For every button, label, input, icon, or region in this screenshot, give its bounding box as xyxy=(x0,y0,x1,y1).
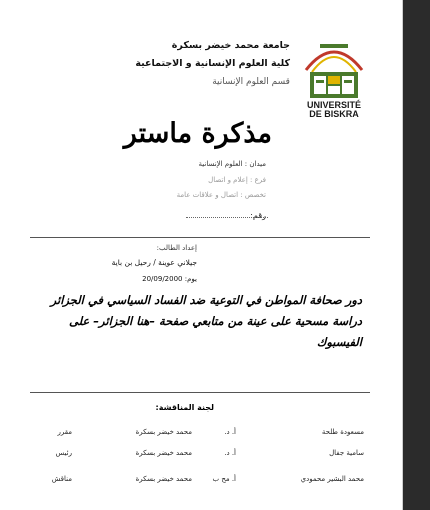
jury-member-rank: أ. مح ب xyxy=(212,475,236,483)
prepared-by-label: إعداد الطالب: xyxy=(156,244,197,252)
jury-member-university: محمد خيضر بسكرة xyxy=(135,449,192,457)
jury-heading: لجنة المناقشة: xyxy=(155,403,214,412)
document-title: مذكرة ماستر xyxy=(123,118,272,149)
date-line xyxy=(142,275,197,283)
jury-member-rank: أ. د. xyxy=(224,449,236,457)
faculty-name: كلية العلوم الإنسانية و الاجتماعية xyxy=(135,58,290,69)
university-name: جامعة محمد خيضر بسكرة xyxy=(171,40,290,51)
reference-number-label: رقم: xyxy=(250,211,266,220)
field-domain: ميدان : العلوم الإنسانية xyxy=(198,160,266,168)
student-names: جيلاني عوينة / رحيل بن باية xyxy=(111,258,197,267)
jury-member-university: محمد خيضر بسكرة xyxy=(135,475,192,483)
jury-member-name: مسعودة طلحة xyxy=(321,428,364,436)
jury-member-role: مقرر xyxy=(57,428,72,436)
divider-top xyxy=(30,237,370,238)
jury-member-university: محمد خيضر بسكرة xyxy=(135,428,192,436)
divider-bottom xyxy=(30,392,370,393)
logo-caption-line2: DE BISKRA xyxy=(309,109,359,119)
thesis-title: دور صحافة المواطن في التوعية ضد الفساد السياسي في الجزائر دراسة مسحية على عينة من متابعي صفحة –هنا الجزائر– على الفيسبوك xyxy=(50,293,362,349)
date-label: يوم: xyxy=(184,275,197,283)
logo-caption-line1: UNIVERSITÉ xyxy=(306,100,361,110)
jury-member-name: محمد البشير محمودي xyxy=(300,475,364,483)
logo-caption xyxy=(294,101,374,119)
jury-member-role: رئيس xyxy=(55,449,72,457)
jury-member-rank: أ. د. xyxy=(224,428,236,436)
department-name: قسم العلوم الإنسانية xyxy=(212,77,290,87)
date-value: 20/09/2000 xyxy=(142,275,183,283)
field-specialty: تخصص : اتصال و علاقات عامة xyxy=(176,191,266,199)
field-branch: فرع : إعلام و اتصال xyxy=(208,176,266,184)
jury-member-role: مناقش xyxy=(51,475,72,483)
viewer-sidebar xyxy=(403,0,430,510)
jury-member-name: سامية جفال xyxy=(329,449,364,457)
reference-number-line xyxy=(186,217,268,218)
